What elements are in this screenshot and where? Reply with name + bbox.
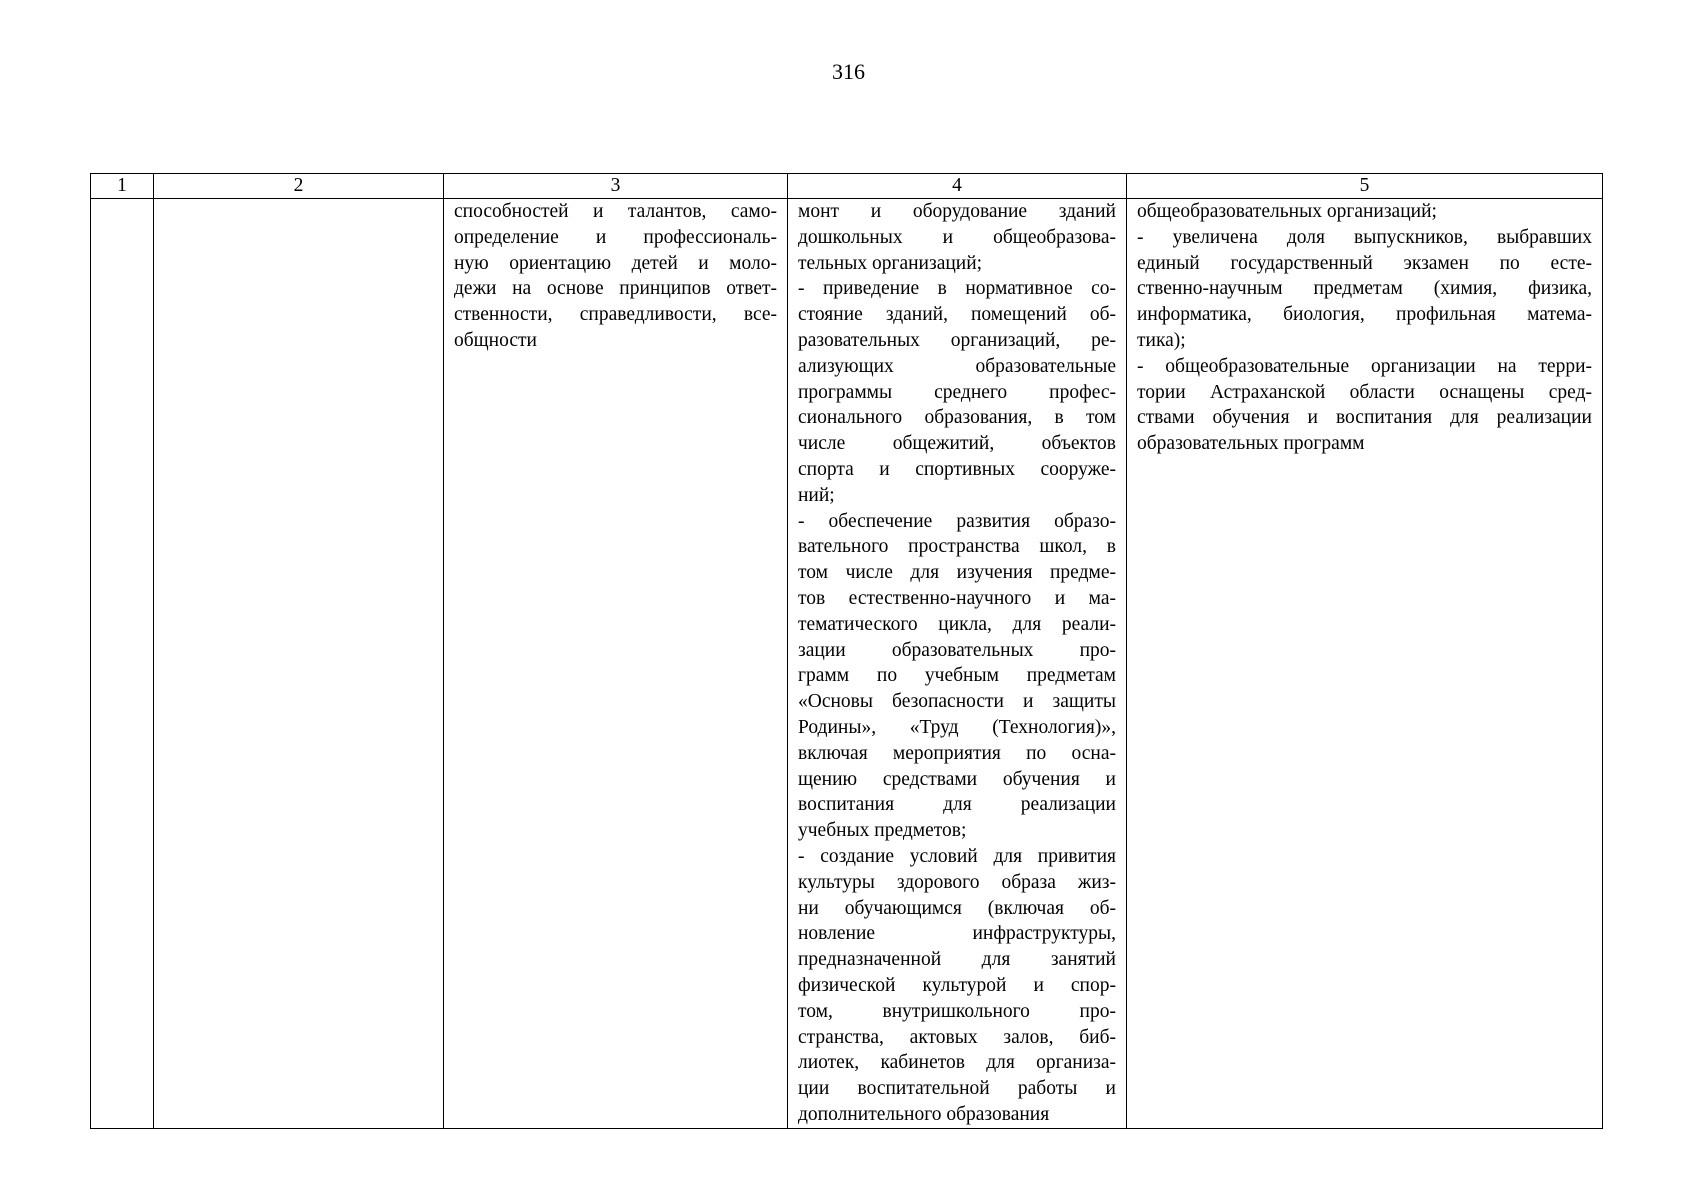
text-line: странства, актовых залов, биб- (798, 1026, 1116, 1048)
text-line: спорта и спортивных сооруже- (798, 458, 1116, 480)
cell-col5 (1127, 199, 1603, 1129)
text-line: физической культурой и спор- (798, 974, 1116, 996)
text-line: программы среднего профес- (798, 381, 1116, 403)
column-header-1: 1 (91, 174, 154, 199)
text-line: воспитания для реализации (798, 794, 1116, 816)
text-line: ственности, справедливости, все- (454, 304, 777, 326)
text-line: тории Астраханской области оснащены сред- (1137, 381, 1592, 403)
text-line: числе общежитий, объектов (798, 433, 1116, 455)
text-line: дополнительного образования (798, 1103, 1050, 1125)
text-line: общеобразовательных организаций; (1137, 201, 1437, 222)
table-row (91, 199, 1603, 1129)
text-line: ализующих образовательные (798, 355, 1116, 377)
cell-col4 (788, 199, 1127, 1129)
column-header-4: 4 (788, 174, 1127, 199)
text-line: образовательных программ (1137, 433, 1365, 455)
text-line: единый государственный экзамен по есте- (1137, 252, 1592, 274)
text-line: ную ориентацию детей и моло- (454, 252, 777, 274)
text-line: ствами обучения и воспитания для реализации (1137, 407, 1592, 429)
text-line: монт и оборудование зданий (798, 201, 1116, 222)
text-line: том числе для изучения предме- (798, 562, 1116, 584)
text-line: - создание условий для привития (798, 845, 1116, 867)
text-line: тика); (1137, 329, 1186, 351)
text-line: - увеличена доля выпускников, выбравших (1137, 226, 1592, 248)
text-line: тов естественно-научного и ма- (798, 587, 1116, 609)
cell-col3 (444, 199, 788, 1129)
text-line: предназначенной для занятий (798, 949, 1116, 971)
cell-col4-text (798, 199, 1116, 1128)
cell-col1 (91, 199, 154, 1129)
cell-col3-text (454, 199, 777, 354)
text-line: щению средствами обучения и (798, 768, 1116, 790)
text-line: стояние зданий, помещений об- (798, 304, 1116, 326)
text-line: культуры здорового образа жиз- (798, 871, 1116, 893)
text-line: ний; (798, 484, 835, 506)
text-line: зации образовательных про- (798, 639, 1116, 661)
text-line: ни обучающимся (включая об- (798, 897, 1116, 919)
text-line: - обеспечение развития образо- (798, 510, 1116, 532)
text-line: том, внутришкольного про- (798, 1000, 1116, 1022)
text-line: грамм по учебным предметам (798, 665, 1116, 687)
text-line: дошкольных и общеобразова- (798, 226, 1116, 248)
column-header-2: 2 (154, 174, 444, 199)
text-line: - общеобразовательные организации на терри- (1137, 355, 1592, 377)
cell-col5-text (1137, 199, 1592, 457)
text-line: новление инфраструктуры, (798, 923, 1116, 945)
column-header-3: 3 (444, 174, 788, 199)
text-line: включая мероприятия по осна- (798, 742, 1116, 764)
text-line: дежи на основе принципов ответ- (454, 278, 777, 300)
column-header-5: 5 (1127, 174, 1603, 199)
text-line: разовательных организаций, ре- (798, 329, 1116, 351)
text-line: - приведение в нормативное со- (798, 278, 1116, 300)
text-line: информатика, биология, профильная матема- (1137, 304, 1592, 326)
text-line: общности (454, 329, 537, 351)
text-line: лиотек, кабинетов для организа- (798, 1052, 1116, 1074)
cell-col2 (154, 199, 444, 1129)
text-line: сионального образования, в том (798, 407, 1116, 429)
text-line: ственно-научным предметам (химия, физика, (1137, 278, 1592, 300)
page-number: 316 (832, 59, 865, 84)
text-line: ции воспитательной работы и (798, 1078, 1116, 1100)
document-table (90, 173, 1603, 1129)
column-number-row (91, 174, 1603, 199)
text-line: учебных предметов; (798, 820, 967, 842)
text-line: «Основы безопасности и защиты (798, 691, 1116, 713)
text-line: Родины», «Труд (Технология)», (798, 716, 1116, 738)
text-line: тельных организаций; (798, 252, 983, 274)
text-line: тематического цикла, для реали- (798, 613, 1116, 635)
text-line: вательного пространства школ, в (798, 536, 1116, 558)
text-line: определение и профессиональ- (454, 226, 777, 248)
text-line: способностей и талантов, само- (454, 201, 777, 222)
